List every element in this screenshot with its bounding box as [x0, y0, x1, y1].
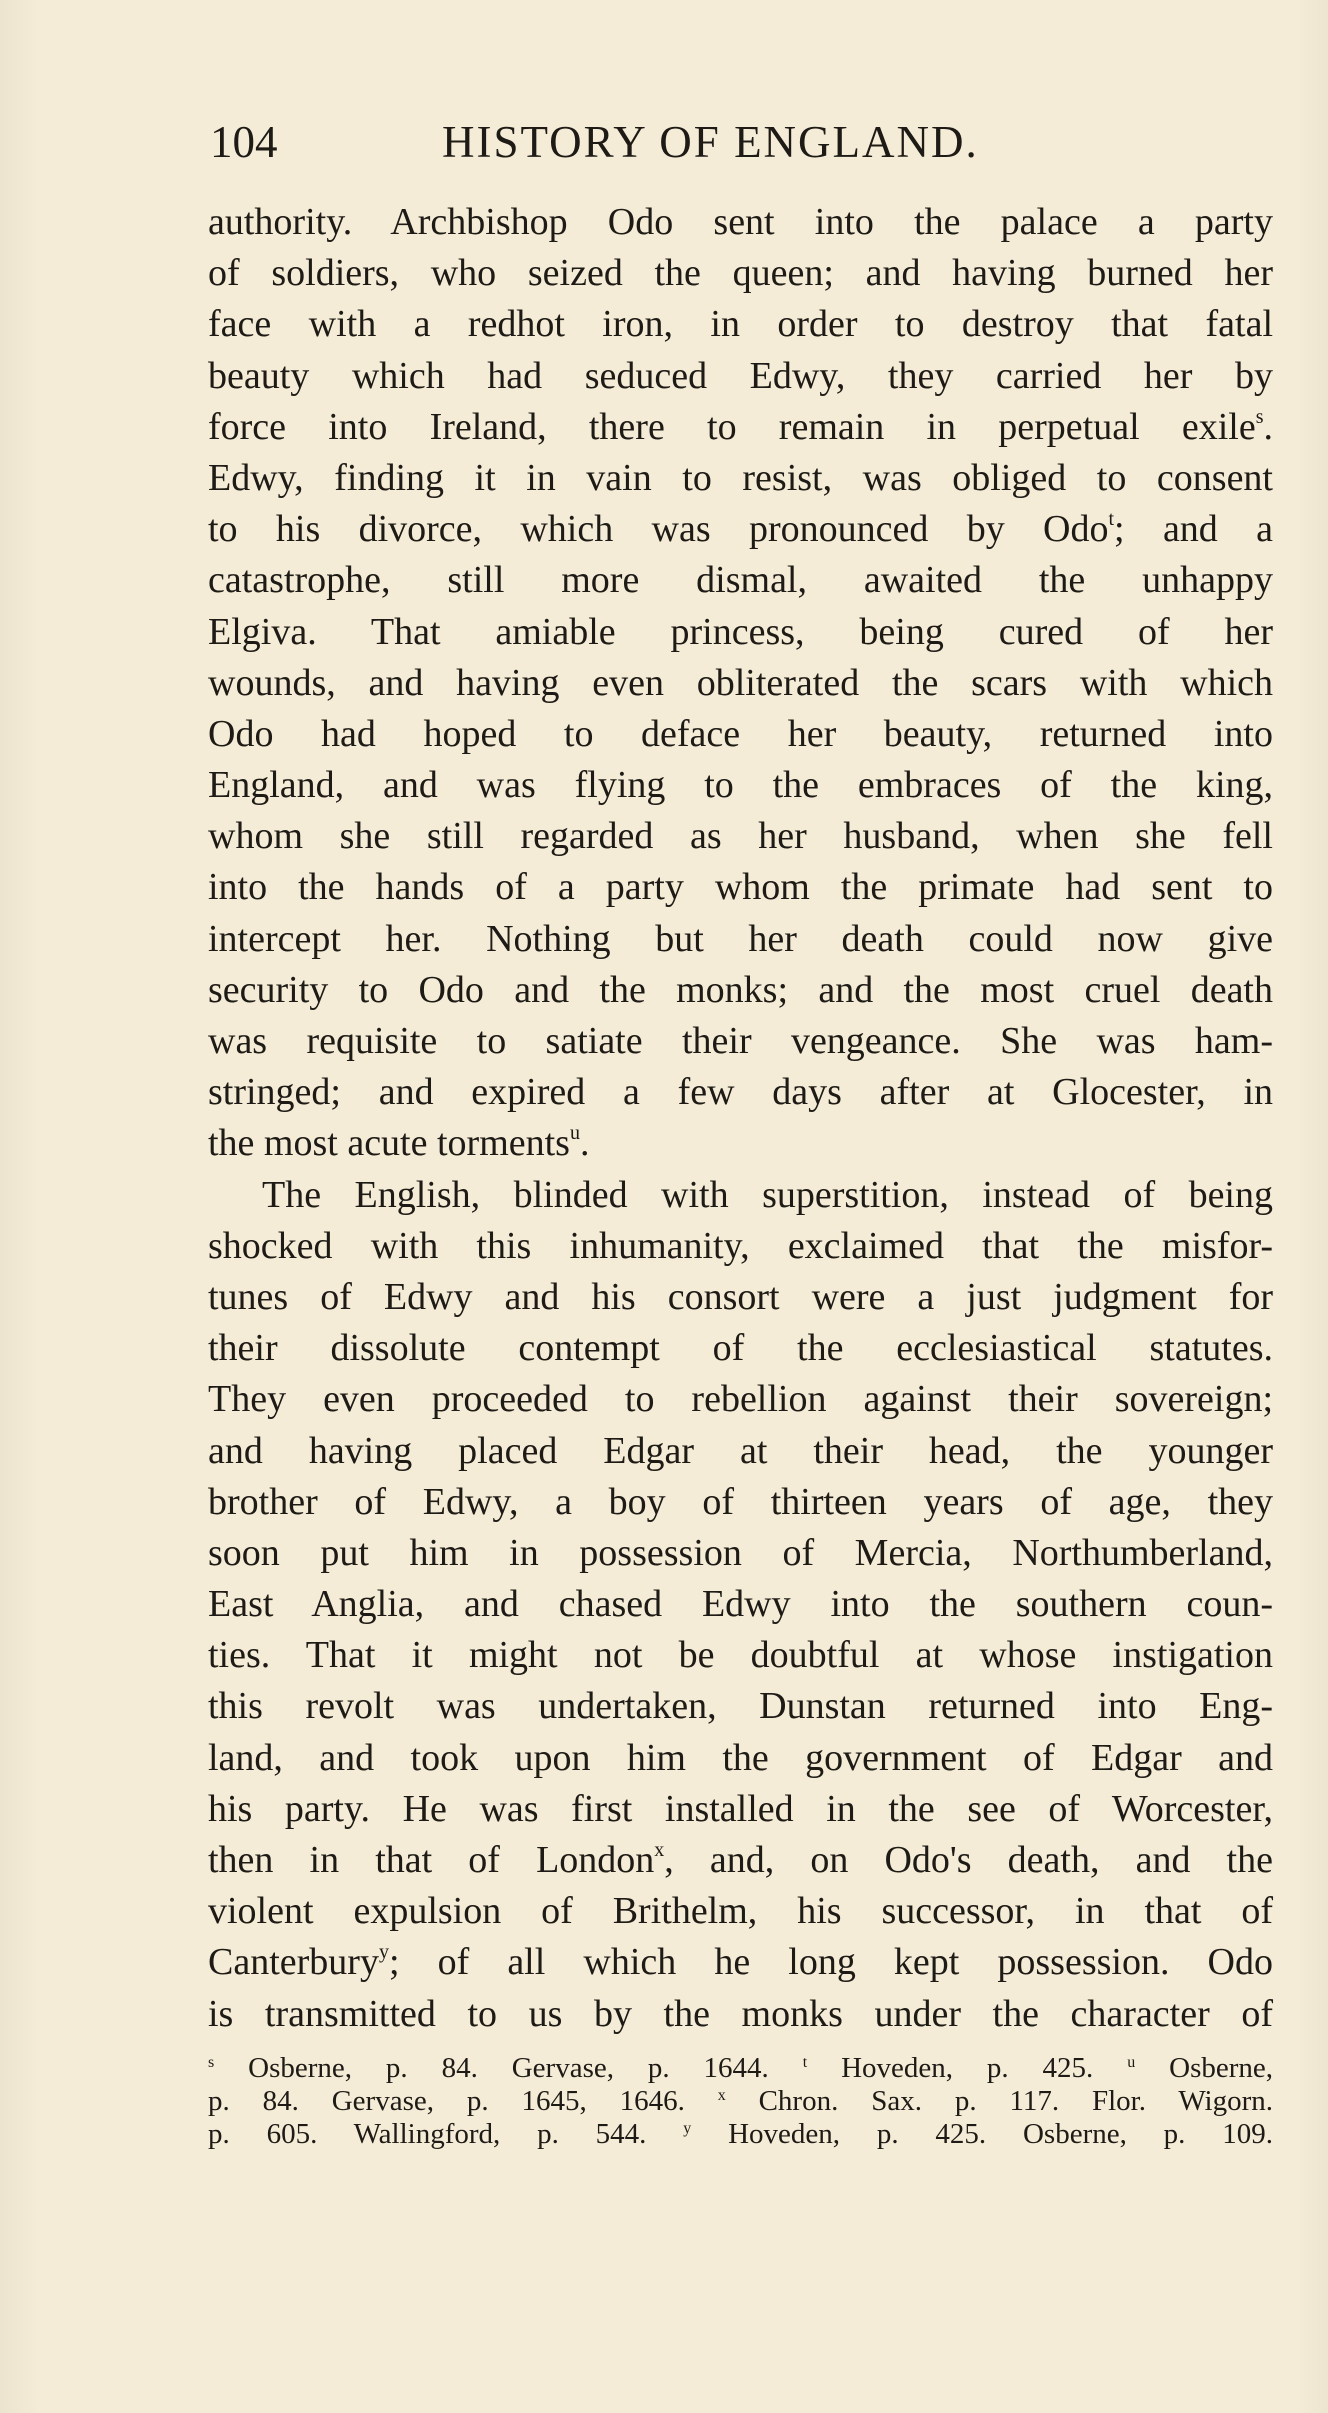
- footnote-marker-s: s: [208, 2054, 215, 2071]
- text-line: authority. Archbishop Odo sent into the palace a party: [208, 201, 1273, 243]
- text-line: England, and was flying to the embraces of the king,: [208, 764, 1273, 807]
- footnote-marker-t: t: [802, 2054, 808, 2071]
- text-line: Odo had hoped to deface her beauty, returned into: [208, 712, 1273, 755]
- text-line: violent expulsion of Brithelm, his successor, in that of: [208, 1890, 1273, 1933]
- text-line: their dissolute contempt of the ecclesiastical statutes.: [208, 1327, 1273, 1370]
- footnote-line: [208, 2118, 1273, 2151]
- text-line: face with a redhot iron, in order to destroy that fatal: [208, 303, 1273, 346]
- footnote-line: [208, 2052, 1273, 2085]
- text-line: this revolt was undertaken, Dunstan returned into Eng-: [208, 1685, 1273, 1728]
- text-line: East Anglia, and chased Edwy into the southern coun-: [208, 1583, 1273, 1626]
- text-line: of soldiers, who seized the queen; and having burned her: [208, 252, 1273, 295]
- text-line: Canterbury$^y$; of all which he long kept possession. Odo: [208, 1941, 1273, 1984]
- text-line: the most acute torments$^u$.: [208, 1122, 590, 1165]
- text-line: stringed; and expired a few days after at Glocester, in: [208, 1071, 1273, 1114]
- footnote-x-continued: p. 605. Wallingford, p. 544.: [208, 2118, 647, 2150]
- footnote-ref-s: s: [1255, 405, 1264, 428]
- footnote-s-text: Osberne, p. 84. Gervase, p. 1644.: [248, 2052, 769, 2084]
- text-line: Edwy, finding it in vain to resist, was obliged to consent: [208, 456, 1273, 499]
- page-number: 104: [210, 117, 278, 167]
- text-line: Elgiva. That amiable princess, being cured of her: [208, 610, 1273, 653]
- footnote-t-text: Hoveden, p. 425.: [841, 2052, 1094, 2084]
- text-line: is transmitted to us by the monks under the character of: [208, 1992, 1273, 2035]
- footnote-y-text: Hoveden, p. 425. Osberne, p. 109.: [728, 2118, 1273, 2150]
- footnote-ref-x: x: [654, 1839, 665, 1861]
- text-line: then in that of London$^x$, and, on Odo's death, and the: [208, 1839, 1273, 1881]
- body-text: [208, 197, 1273, 2040]
- text-line: catastrophe, still more dismal, awaited the unhappy: [208, 559, 1273, 602]
- text-line: beauty which had seduced Edwy, they carried her by: [208, 354, 1273, 397]
- footnote-marker-y: y: [683, 2120, 692, 2137]
- footnote-u-text: Osberne,: [1169, 2052, 1274, 2084]
- text-line: whom she still regarded as her husband, when she fell: [208, 815, 1273, 858]
- text-line: intercept her. Nothing but her death could now give: [208, 917, 1273, 960]
- text-line: his party. He was first installed in the see of Worcester,: [208, 1787, 1273, 1830]
- paragraph-start-line: The English, blinded with superstition, instead of being: [262, 1173, 1273, 1216]
- text-line: and having placed Edgar at their head, the younger: [208, 1429, 1273, 1472]
- footnote-u-continued: p. 84. Gervase, p. 1645, 1646.: [208, 2085, 685, 2117]
- text-line: security to Odo and the monks; and the most cruel death: [208, 968, 1273, 1011]
- text-line: They even proceeded to rebellion against their sovereign;: [208, 1378, 1273, 1421]
- text-line: soon put him in possession of Mercia, Northumberland,: [208, 1531, 1273, 1574]
- text-line: wounds, and having even obliterated the scars with which: [208, 661, 1273, 704]
- text-line: brother of Edwy, a boy of thirteen years of age, they: [208, 1480, 1273, 1523]
- footnote-ref-t: t: [1108, 508, 1115, 531]
- text-line: into the hands of a party whom the primate had sent to: [208, 866, 1273, 909]
- text-line: ties. That it might not be doubtful at whose instigation: [208, 1634, 1273, 1677]
- text-line: tunes of Edwy and his consort were a just judgment for: [208, 1275, 1273, 1318]
- footnote-x-text: Chron. Sax. p. 117. Flor. Wigorn.: [758, 2085, 1273, 2117]
- text-line: was requisite to satiate their vengeance. She was ham-: [208, 1020, 1273, 1062]
- footnote-marker-u: u: [1127, 2054, 1136, 2071]
- text-line: shocked with this inhumanity, exclaimed that the misfor-: [208, 1224, 1273, 1267]
- footnote-line: [208, 2085, 1273, 2118]
- page-header: [210, 112, 1275, 172]
- footnote-ref-u: u: [569, 1122, 580, 1145]
- text-line: land, and took upon him the government of Edgar and: [208, 1736, 1273, 1779]
- running-head: HISTORY OF ENGLAND.: [442, 117, 979, 167]
- footnotes: [208, 2052, 1273, 2151]
- footnote-ref-y: y: [378, 1941, 389, 1964]
- text-line: force into Ireland, there to remain in perpetual exile$^s$.: [208, 405, 1273, 448]
- footnote-marker-x: x: [717, 2087, 726, 2104]
- text-line: to his divorce, which was pronounced by Odo$^t$; and a: [208, 508, 1274, 551]
